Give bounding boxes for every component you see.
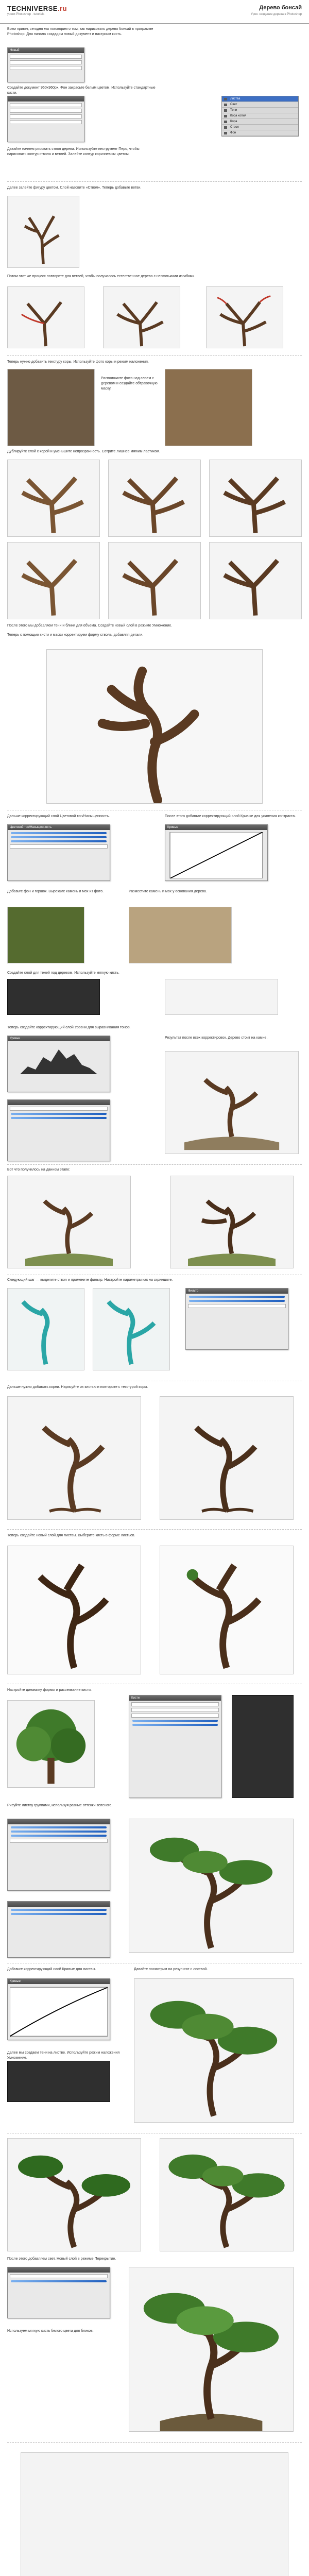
step-text: Дальше корректирующий слой Цветовой тон/Насыщенность. bbox=[7, 815, 110, 818]
site-tagline: уроки Photoshop · tutorials bbox=[7, 13, 45, 16]
step-text: Используем мягкую кисть белого цвета для бликов. bbox=[7, 2329, 94, 2333]
branch-image bbox=[206, 286, 283, 348]
foliage-curves-dialog bbox=[7, 1978, 110, 2040]
layer-item[interactable]: Кора копия bbox=[222, 113, 298, 119]
progress-image bbox=[170, 1176, 294, 1268]
step-text: После этого мы добавляем тени и блики для объема. Создайте новый слой в режиме Умножение. bbox=[7, 624, 173, 628]
dynamics-slider[interactable] bbox=[11, 1831, 107, 1833]
moss-photo bbox=[7, 907, 84, 963]
foliage-painting bbox=[129, 1819, 294, 1953]
layer-blend-panel bbox=[7, 979, 100, 1015]
trunk-image bbox=[7, 196, 79, 268]
step-text: Разместите камень и мох у основания дерева. bbox=[129, 890, 207, 893]
shadow-preview bbox=[165, 979, 278, 1015]
tree-on-stone bbox=[165, 1051, 299, 1154]
brush-preset[interactable] bbox=[131, 1702, 219, 1706]
shape-dynamics-dialog bbox=[7, 1819, 110, 1891]
dialog-title bbox=[8, 1902, 110, 1907]
trunk-result-image bbox=[46, 649, 263, 804]
roots-image bbox=[7, 1396, 141, 1520]
hue-slider[interactable] bbox=[11, 832, 107, 834]
dynamics-slider[interactable] bbox=[11, 1835, 107, 1837]
dialog-field[interactable] bbox=[10, 109, 82, 113]
hue-saturation-dialog bbox=[7, 824, 110, 881]
dialog-field[interactable] bbox=[10, 2274, 108, 2278]
dialog-field[interactable] bbox=[10, 66, 82, 70]
brush-panel bbox=[129, 1695, 221, 1798]
step-text: Теперь с помощью кисти и маски корректируем форму ствола, добавляя детали. bbox=[7, 633, 144, 637]
scatter-dialog bbox=[7, 1901, 110, 1958]
step-text: Далее залейте фигуру цветом. Слой назовите «Ствол». Теперь добавьте ветви. bbox=[7, 186, 142, 190]
step-text: Рисуйте листву группами, используя разные оттенки зеленого. bbox=[7, 1804, 113, 1807]
divider bbox=[7, 1529, 302, 1530]
dialog-title: Кисти bbox=[129, 1696, 221, 1701]
foliage-shadow bbox=[160, 2138, 294, 2251]
page-title: Дерево бонсай bbox=[259, 5, 302, 11]
divider bbox=[7, 2442, 302, 2443]
brush-tip-panel bbox=[232, 1695, 294, 1798]
step-text: Расположите фото над слоем с деревом и создайте обтравочную маску. bbox=[101, 377, 158, 391]
step-text: Добавьте фон и горшок. Вырежьте камень и мох из фото. bbox=[7, 890, 104, 893]
divider bbox=[7, 1164, 302, 1165]
step-text: После этого добавляем свет. Новый слой в режиме Перекрытие. bbox=[7, 2257, 116, 2261]
step-text: Далее мы создаем тени на листве. Используйте режим наложения Умножение. bbox=[7, 2051, 120, 2060]
textured-trunk bbox=[108, 460, 201, 537]
dialog-field[interactable] bbox=[10, 55, 82, 59]
dialog-title: Цветовой тон/Насыщенность bbox=[8, 825, 110, 830]
step-text: Добавьте корректирующий слой Кривые для листвы. bbox=[7, 1968, 96, 1971]
opacity-slider[interactable] bbox=[11, 2280, 107, 2282]
step-text: Теперь создайте корректирующий слой Уровни для выравнивания тонов. bbox=[7, 1026, 131, 1029]
brush-preset[interactable] bbox=[131, 1714, 219, 1718]
lightness-slider[interactable] bbox=[11, 840, 107, 842]
dialog-field[interactable] bbox=[10, 844, 108, 849]
dialog-title: Кривые bbox=[8, 1979, 110, 1984]
overlay-dialog bbox=[7, 2267, 110, 2318]
layers-panel bbox=[221, 96, 299, 137]
dialog-field[interactable] bbox=[188, 1304, 286, 1308]
dialog-field[interactable] bbox=[10, 114, 82, 118]
levels-histogram bbox=[10, 1043, 108, 1074]
stone-photo bbox=[129, 907, 232, 963]
layer-item[interactable]: Листва bbox=[222, 96, 298, 102]
fill-slider[interactable] bbox=[11, 1117, 107, 1119]
foliage-sample bbox=[7, 1700, 95, 1788]
divider bbox=[7, 355, 302, 356]
brush-spacing-slider[interactable] bbox=[132, 1724, 218, 1726]
branch-image bbox=[7, 286, 84, 348]
step-text: Создайте документ 960x960px. Фон закрасьте белым цветом. Используйте стандартные кисти. bbox=[7, 86, 156, 95]
textured-trunk bbox=[209, 460, 302, 537]
layer-item[interactable]: Фон bbox=[222, 130, 298, 136]
dialog-title bbox=[8, 2267, 110, 2273]
final-bonsai-image bbox=[21, 2452, 288, 2576]
step-text: Теперь создайте новый слой для листвы. Выберите кисть в форме листьев. bbox=[7, 1534, 135, 1537]
cyan-selection bbox=[7, 1288, 84, 1370]
final-foliage bbox=[129, 2267, 294, 2432]
dark-tree-image bbox=[160, 1546, 294, 1674]
site-logo[interactable]: TECHNIVERSE.ru bbox=[7, 5, 67, 12]
layer-item[interactable]: Ствол bbox=[222, 125, 298, 130]
step-text: Теперь нужно добавить текстуру коры. Используйте фото коры и режим наложения. bbox=[7, 360, 149, 364]
filter-slider[interactable] bbox=[189, 1296, 285, 1298]
preset-dialog bbox=[7, 96, 84, 142]
dialog-field[interactable] bbox=[10, 1839, 108, 1843]
saturation-slider[interactable] bbox=[11, 836, 107, 838]
step-text: После этого добавьте корректирующий слой Кривые для усиления контраста. bbox=[165, 815, 296, 818]
textured-trunk bbox=[209, 542, 302, 619]
progress-image bbox=[7, 1176, 131, 1268]
textured-trunk bbox=[7, 542, 100, 619]
step-text: Давайте начнем рисовать ствол дерева. Используйте инструмент Перо, чтобы нарисовать контур ствола и ветвей. Залейте контур коричневым цветом. bbox=[7, 147, 140, 156]
curves-graph[interactable] bbox=[167, 832, 265, 878]
page-subtitle: Урок: создание дерева в Photoshop bbox=[251, 13, 302, 16]
dialog-title: Новый bbox=[8, 48, 84, 53]
dialog-title: Кривые bbox=[165, 825, 267, 830]
dialog-title bbox=[8, 1100, 110, 1105]
step-text: Результат после всех корректировок. Дерево стоит на камне. bbox=[165, 1036, 268, 1040]
step-text: Дальше нужно добавить корни. Нарисуйте их кистью и повторите с текстурой коры. bbox=[7, 1385, 148, 1389]
dialog-title bbox=[8, 96, 84, 101]
branch-image bbox=[103, 286, 180, 348]
dialog-title bbox=[8, 1819, 110, 1824]
dialog-title: Уровни bbox=[8, 1036, 110, 1041]
layer-style-panel bbox=[7, 2061, 110, 2102]
dialog-field[interactable] bbox=[10, 60, 82, 64]
layer-item[interactable]: Тени bbox=[222, 108, 298, 113]
roots-image bbox=[160, 1396, 294, 1520]
step-text: Давайте посмотрим на результат с листвой. bbox=[134, 1968, 208, 1971]
filter-dialog bbox=[185, 1288, 288, 1350]
divider bbox=[7, 181, 302, 182]
filter-slider[interactable] bbox=[189, 1300, 285, 1302]
curves-graph[interactable] bbox=[10, 1986, 108, 2038]
textured-trunk bbox=[7, 460, 100, 537]
foliage-shadow bbox=[7, 2138, 141, 2251]
brush-size-slider[interactable] bbox=[132, 1720, 218, 1722]
dialog-field[interactable] bbox=[10, 103, 82, 107]
brush-preset[interactable] bbox=[131, 1708, 219, 1712]
dialog-title: Фильтр bbox=[186, 1289, 288, 1294]
curves-dialog bbox=[165, 824, 268, 881]
bark-photo bbox=[7, 369, 95, 446]
dynamics-slider[interactable] bbox=[11, 1826, 107, 1828]
cyan-selection bbox=[93, 1288, 170, 1370]
new-document-dialog bbox=[7, 47, 84, 82]
blend-dialog bbox=[7, 1099, 110, 1161]
step-text: Следующий шаг — выделите ствол и примените фильтр. Настройте параметры как на скриншоте. bbox=[7, 1278, 173, 1282]
step-text: Всем привет, сегодня мы поговорим о том, как нарисовать дерево бонсай в программе Photoshop. Для начала создадим новый документ и настроим кисть. bbox=[7, 27, 153, 36]
textured-trunk bbox=[108, 542, 201, 619]
foliage-result bbox=[134, 1978, 294, 2123]
levels-dialog bbox=[7, 1036, 110, 1092]
opacity-slider[interactable] bbox=[11, 1113, 107, 1115]
step-text: Потом этот же процесс повторите для ветвей, чтобы получилось естественное дерево с несколькими изгибами. bbox=[7, 275, 196, 278]
scatter-slider[interactable] bbox=[11, 1913, 107, 1915]
layer-item[interactable]: Кора bbox=[222, 119, 298, 125]
scatter-slider[interactable] bbox=[11, 1909, 107, 1911]
step-text: Настройте динамику формы и рассеивание кисти. bbox=[7, 1688, 92, 1692]
bark-photo-2 bbox=[165, 369, 252, 446]
dark-tree-image bbox=[7, 1546, 141, 1674]
step-text: Создайте слой для теней под деревом. Используйте мягкую кисть. bbox=[7, 971, 119, 975]
layer-item[interactable]: Свет bbox=[222, 102, 298, 108]
step-text: Вот что получилось на данном этапе: bbox=[7, 1168, 71, 1172]
dialog-field[interactable] bbox=[10, 1107, 108, 1111]
dialog-field[interactable] bbox=[10, 120, 82, 124]
step-text: Дублируйте слой с корой и уменьшите непрозрачность. Сотрите лишнее мягким ластиком. bbox=[7, 450, 160, 453]
